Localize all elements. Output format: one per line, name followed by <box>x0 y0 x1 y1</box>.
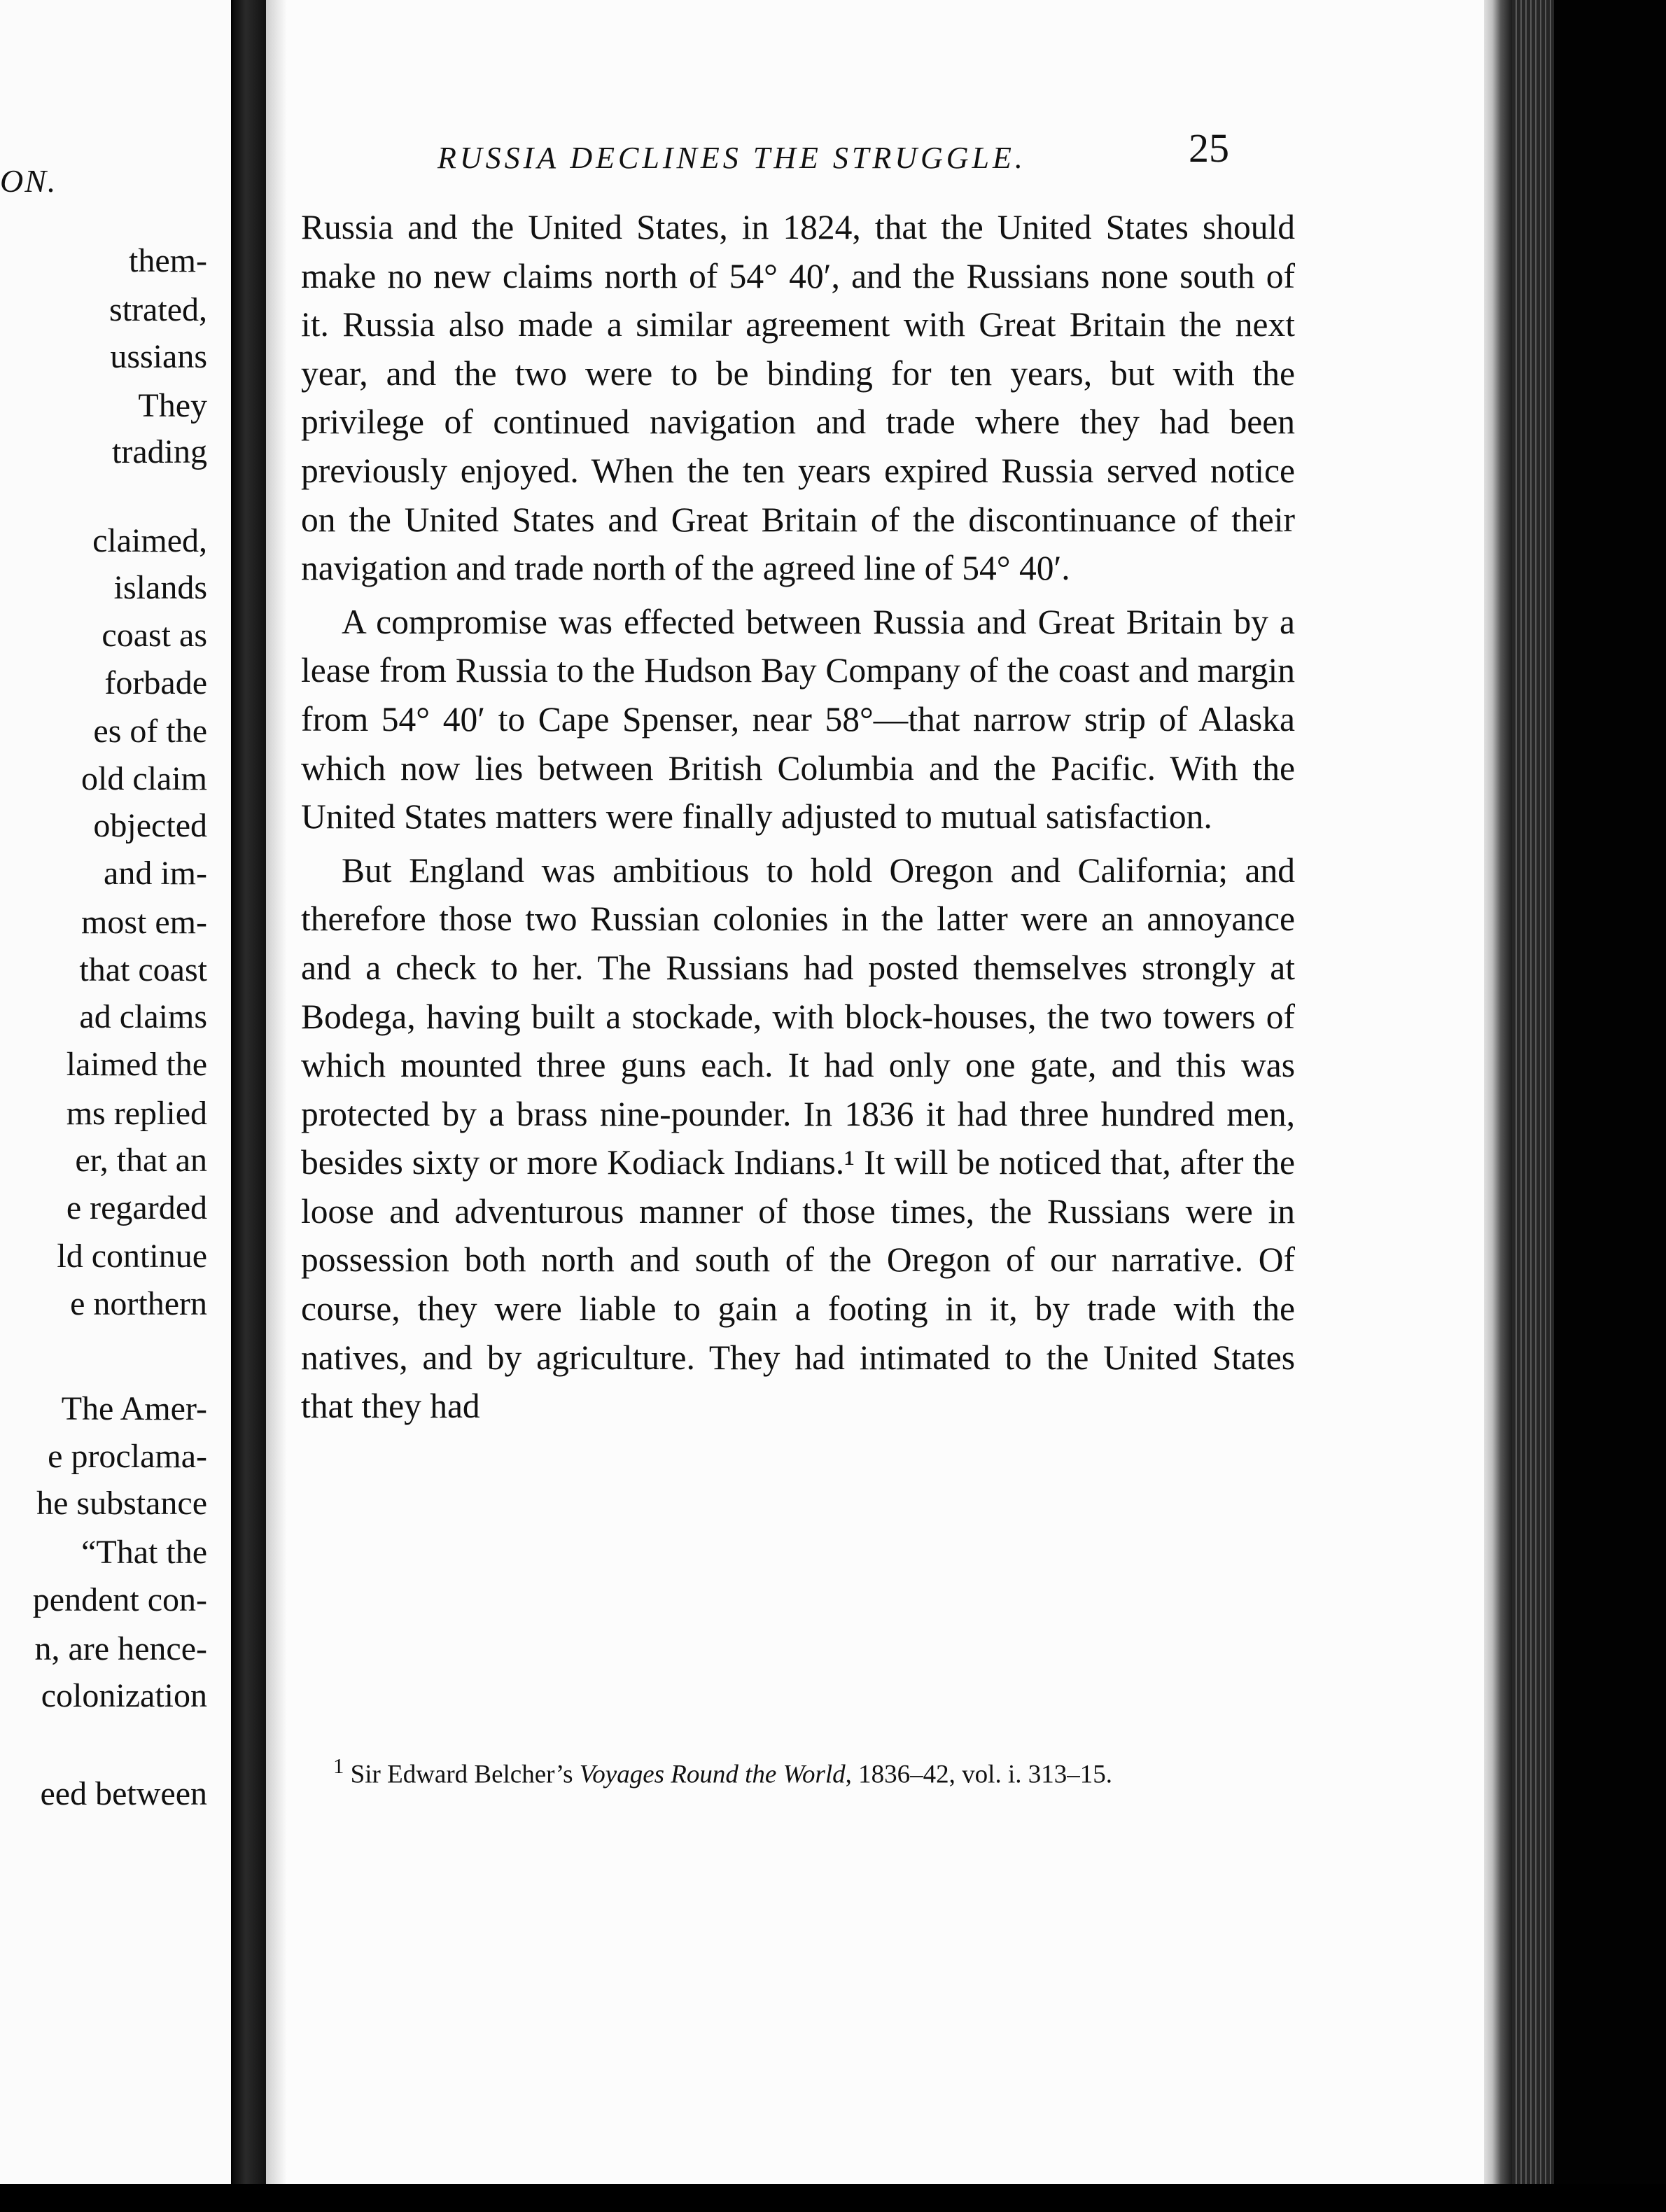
footnote-text-after: , 1836–42, vol. i. 313–15. <box>845 1760 1112 1789</box>
left-page-line: strated, <box>109 291 207 328</box>
left-page-line: eed between <box>40 1775 207 1812</box>
left-page-line: trading <box>112 433 207 470</box>
left-page-line: pendent con- <box>32 1581 207 1618</box>
left-page-line: They <box>138 387 207 424</box>
left-page-line: ms replied <box>66 1095 207 1132</box>
left-page-line: es of the <box>93 713 207 750</box>
left-page-line: The Amer- <box>61 1390 207 1427</box>
footnote-book-title: Voyages Round the World <box>579 1760 846 1789</box>
left-page-line: laimed the <box>66 1046 207 1083</box>
left-page-line: ld continue <box>57 1238 207 1275</box>
left-page-line: er, that an <box>75 1142 207 1179</box>
left-page-line: he substance <box>36 1485 207 1522</box>
left-page-line: and im- <box>104 855 207 892</box>
main-page <box>266 0 1484 2212</box>
paragraph-1: Russia and the United States, in 1824, that the United States should make no new claims north of 54° 40′, and the Russians none south of it. Russia also made a similar agreement with Great Britain the next year, and the two were to be binding for ten years, but with the privilege of continued navigation and trade where they had been previously enjoyed. When the ten years expired Russia served notice on the United States and Great Britain of the discontinuance of their navigation and trade north of the agreed line of 54° 40′. <box>301 208 1295 588</box>
gutter-shade <box>266 0 287 2212</box>
left-running-head: ON. <box>0 163 57 199</box>
scan-background <box>1554 0 1666 2212</box>
left-page-line: objected <box>93 807 207 844</box>
footnote-text-before: Sir Edward Belcher’s <box>350 1760 580 1789</box>
left-page-line: ad claims <box>79 998 207 1035</box>
page-edge <box>1484 0 1512 2212</box>
paragraph-3: But England was ambitious to hold Oregon and California; and therefore those two Russian colonies in the latter were an annoyance and a check to her. The Russians had posted themselves strongly at Bodega, having built a stockade, with block-houses, the two towers of which mounted three guns each. It had only one gate, and this was protected by a brass nine-pounder. In 1836 it had three hundred men, besides sixty or more Kodiack Indians.¹ It will be noticed that, after the loose and adventurous manner of those times, the Russians were in possession both north and south of the Oregon of our narrative. Of course, they were liable to gain a footing in it, by trade with the natives, and by agriculture. They had intimated to the United States that they had <box>301 850 1295 1426</box>
left-page-line: e northern <box>70 1285 207 1322</box>
left-page-line: that coast <box>79 951 207 988</box>
left-page-line: islands <box>113 569 207 606</box>
page-stack-edge <box>1512 0 1554 2212</box>
body-text <box>301 203 1295 1436</box>
left-page-line: e regarded <box>66 1189 207 1226</box>
left-page-line: them- <box>129 242 207 279</box>
left-page-fragment <box>0 0 231 2212</box>
left-page-line: coast as <box>102 617 207 654</box>
left-page-line: forbade <box>104 664 207 701</box>
paragraph-2: A compromise was effected between Russia and Great Britain by a lease from Russia to the Hudson Bay Company of the coast and margin from 54° 40′ to Cape Spenser, near 58°—that narrow strip of Alaska which now lies between British Columbia and the Pacific. With the United States matters were finally adjusted to mutual satisfaction. <box>301 602 1295 836</box>
running-head: RUSSIA DECLINES THE STRUGGLE. <box>438 141 1026 175</box>
left-page-line: claimed, <box>92 522 207 559</box>
page-number: 25 <box>1189 125 1229 171</box>
left-page-line: most em- <box>81 904 207 941</box>
left-page-line: ussians <box>110 338 207 375</box>
footnote-marker: 1 <box>333 1754 344 1778</box>
left-page-line: n, are hence- <box>34 1630 207 1667</box>
left-page-line: e proclama- <box>48 1438 207 1475</box>
scan-bottom-border <box>0 2184 1666 2212</box>
footnote <box>308 1746 1295 1795</box>
left-page-line: colonization <box>41 1677 207 1714</box>
left-page-line: old claim <box>81 760 207 797</box>
gutter-shadow <box>232 0 266 2212</box>
left-page-line: “That the <box>81 1534 207 1571</box>
